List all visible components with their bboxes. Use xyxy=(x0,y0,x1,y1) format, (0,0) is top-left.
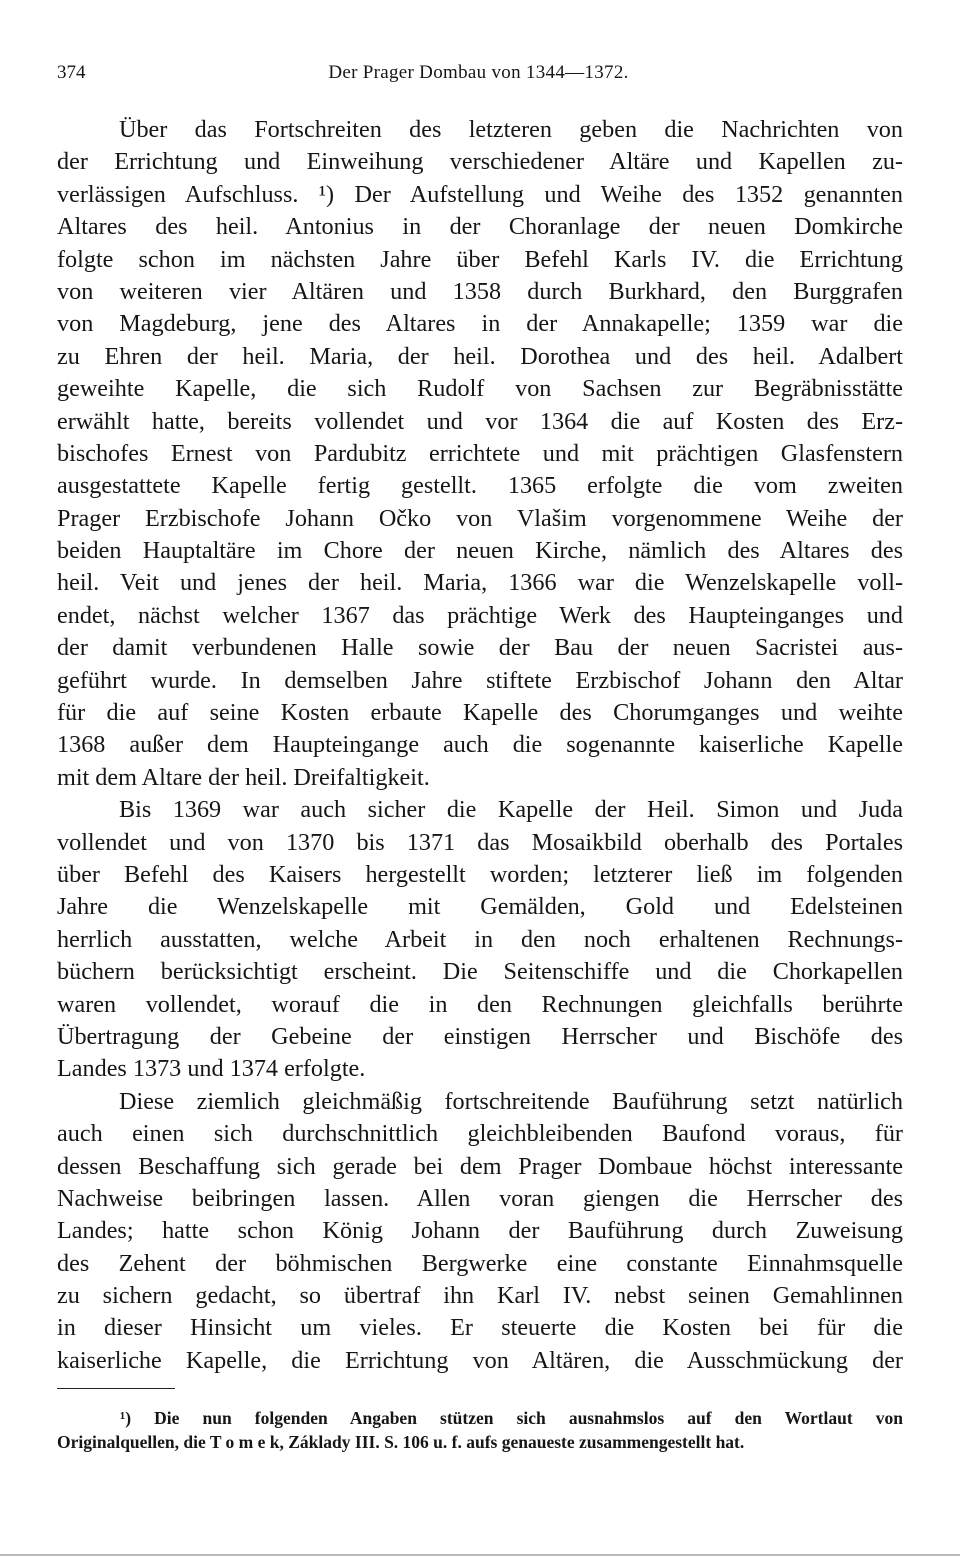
text-line: geführt wurde. In demselben Jahre stiftete Erzbischof Johann den Altar xyxy=(57,666,903,694)
text-line: der damit verbundenen Halle sowie der Bau der neuen Sacristei aus- xyxy=(57,634,903,662)
text-line: Landes 1373 und 1374 erfolgte. xyxy=(57,1055,366,1083)
text-line: vollendet und von 1370 bis 1371 das Mosaikbild oberhalb des Portales xyxy=(57,828,903,856)
footnotes xyxy=(57,1406,903,1454)
page-header xyxy=(57,62,900,90)
text-line: beiden Hauptaltäre im Chore der neuen Kirche, nämlich des Altares des xyxy=(57,537,903,565)
text-line: Altares des heil. Antonius in der Choranlage der neuen Domkirche xyxy=(57,213,903,241)
text-line: Nachweise beibringen lassen. Allen voran giengen die Herrscher des xyxy=(57,1184,903,1212)
text-line: erwählt hatte, bereits vollendet und vor 1364 die auf Kosten des Erz- xyxy=(57,407,903,435)
text-line: Jahre die Wenzelskapelle mit Gemälden, Gold und Edelsteinen xyxy=(57,893,903,921)
text-line: in dieser Hinsicht um vieles. Er steuerte die Kosten bei für die xyxy=(57,1314,903,1342)
text-line: über Befehl des Kaisers hergestellt worden; letzterer ließ im folgenden xyxy=(57,860,903,888)
text-line: zu sichern gedacht, so übertraf ihn Karl IV. nebst seinen Gemahlinnen xyxy=(57,1282,903,1310)
text-line: Landes; hatte schon König Johann der Bauführung durch Zuweisung xyxy=(57,1217,903,1245)
text-line: von Magdeburg, jene des Altares in der Annakapelle; 1359 war die xyxy=(57,310,903,338)
text-line: waren vollendet, worauf die in den Rechnungen gleichfalls berührte xyxy=(57,990,903,1018)
text-line: büchern berücksichtigt erscheint. Die Seitenschiffe und die Chorkapellen xyxy=(57,958,903,986)
text-line: heil. Veit und jenes der heil. Maria, 1366 war die Wenzelskapelle voll- xyxy=(57,569,903,597)
text-line: dessen Beschaffung sich gerade bei dem Prager Dombaue höchst interessante xyxy=(57,1152,903,1180)
text-line: zu Ehren der heil. Maria, der heil. Dorothea und des heil. Adalbert xyxy=(57,342,903,370)
text-line: Übertragung der Gebeine der einstigen Herrscher und Bischöfe des xyxy=(57,1022,903,1050)
text-line: mit dem Altare der heil. Dreifaltigkeit. xyxy=(57,763,430,791)
text-line: der Errichtung und Einweihung verschiedener Altäre und Kapellen zu- xyxy=(57,148,903,176)
footnote-rule xyxy=(57,1388,175,1389)
text-line: Über das Fortschreiten des letzteren geben die Nachrichten von xyxy=(119,116,903,143)
text-line: Diese ziemlich gleichmäßig fortschreitende Bauführung setzt natürlich xyxy=(119,1087,903,1115)
text-line: folgte schon im nächsten Jahre über Befehl Karls IV. die Errichtung xyxy=(57,245,903,273)
text-line: verlässigen Aufschluss. ¹) Der Aufstellung und Weihe des 1352 genannten xyxy=(57,180,903,208)
text-line: endet, nächst welcher 1367 das prächtige Werk des Haupteinganges und xyxy=(57,601,903,629)
footnote-line: Originalquellen, die T o m e k, Základy III. S. 106 u. f. aufs genaueste zusammengestellt hat. xyxy=(57,1432,745,1452)
text-line: kaiserliche Kapelle, die Errichtung von Altären, die Ausschmückung der xyxy=(57,1346,903,1374)
text-line: Bis 1369 war auch sicher die Kapelle der Heil. Simon und Juda xyxy=(119,796,903,824)
text-line: Prager Erzbischofe Johann Očko von Vlašim vorgenommene Weihe der xyxy=(57,504,903,532)
text-line: auch einen sich durchschnittlich gleichbleibenden Baufond voraus, für xyxy=(57,1120,903,1148)
text-line: für die auf seine Kosten erbaute Kapelle des Chorumganges und weihte xyxy=(57,699,903,727)
text-line: ausgestattete Kapelle fertig gestellt. 1365 erfolgte die vom zweiten xyxy=(57,472,903,500)
body-text xyxy=(57,114,903,1377)
text-line: 1368 außer dem Haupteingange auch die sogenannte kaiserliche Kapelle xyxy=(57,731,903,759)
text-line: geweihte Kapelle, die sich Rudolf von Sachsen zur Begräbnisstätte xyxy=(57,375,903,403)
running-title: Der Prager Dombau von 1344—1372. xyxy=(328,62,629,83)
footnote-line: ¹) Die nun folgenden Angaben stützen sich ausnahmslos auf den Wortlaut von xyxy=(120,1408,903,1428)
text-line: bischofes Ernest von Pardubitz errichtete und mit prächtigen Glasfenstern xyxy=(57,439,903,467)
page-number: 374 xyxy=(57,62,86,83)
text-line: von weiteren vier Altären und 1358 durch Burkhard, den Burggrafen xyxy=(57,277,903,305)
text-line: des Zehent der böhmischen Bergwerke eine constante Einnahmsquelle xyxy=(57,1249,903,1277)
text-line: herrlich ausstatten, welche Arbeit in den noch erhaltenen Rechnungs- xyxy=(57,925,903,953)
